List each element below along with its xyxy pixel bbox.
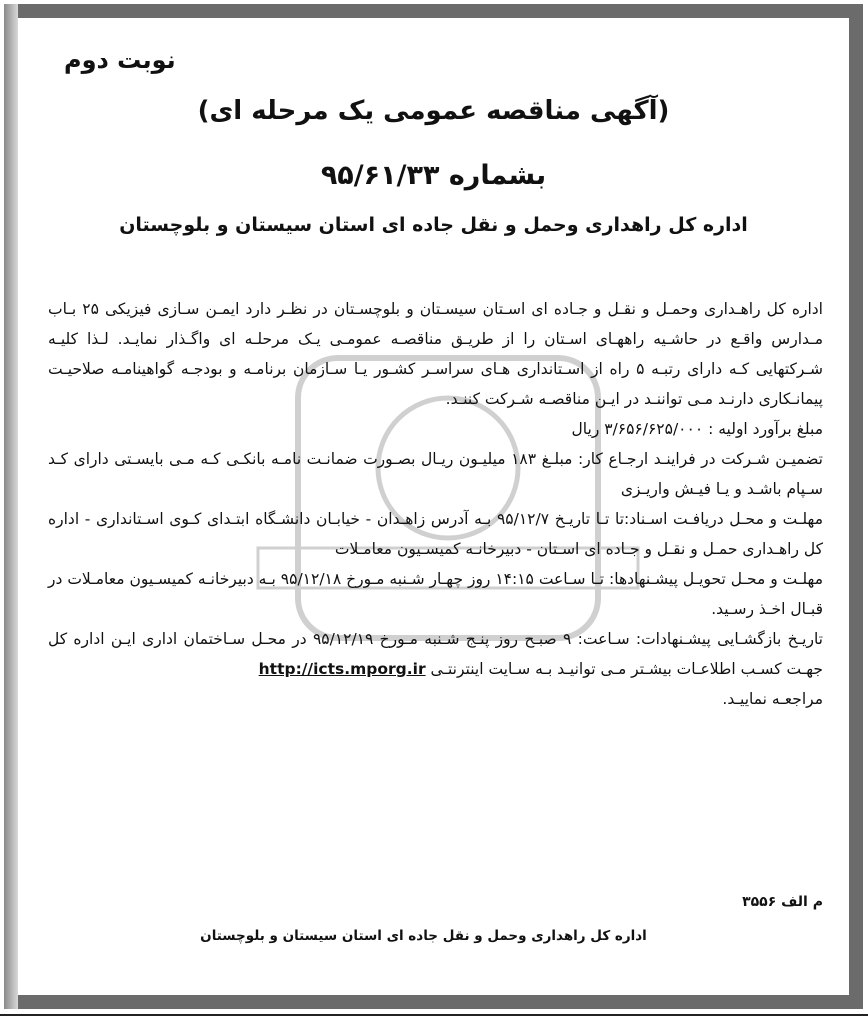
notice-paper bbox=[18, 18, 849, 995]
frame-shadow bbox=[4, 4, 18, 1009]
closing-paragraph: مراجعـه نماییـد. bbox=[722, 690, 823, 708]
round-label: نوبت دوم bbox=[64, 46, 176, 74]
opening-paragraph bbox=[48, 624, 823, 684]
intro-paragraph: اداره کل راهـداری وحمـل و نقـل و جـاده ای اسـتان سیسـتان و بلوچسـتان در نظـر دارد ایمـن سـازی فیزیکی ۲۵ بـاب مـدارس واقـع در حاشـیه راههـای اسـتان را از طریـق مناقصـه عمومـی یـک مرحلـه ای واگـذار نمایـد. لـذا کلیـه شـرکتهایی کـه دارای رتبـه ۵ راه از اسـتانداری هـای سراسـر کشـور یـا سـازمان برنامـه و بودجـه گواهینامـه صلاحیـت پیمانـکاری دارنـد مـی تواننـد در ایـن مناقصـه شـرکت کننـد. bbox=[48, 300, 823, 408]
guarantee-paragraph: تضمیـن شـرکت در فراینـد ارجـاع کار: مبلـغ ۱۸۳ میلیـون ریـال بصـورت ضمانـت نامـه بانکـی کـه مـی بایسـتی دارای کـد سـپام باشـد و یـا فیـش واریـزی bbox=[48, 450, 823, 498]
signature: اداره کل راهداری وحمل و نقل جاده ای استان سیستان و بلوچستان bbox=[200, 928, 647, 944]
bottom-rule bbox=[0, 1014, 868, 1016]
notice-title: (آگهی مناقصه عمومی یک مرحله ای) bbox=[197, 96, 670, 126]
estimate-paragraph: مبلغ برآورد اولیه : ۳/۶۵۶/۶۲۵/۰۰۰ ریال bbox=[571, 420, 823, 438]
opening-text: تاریـخ بازگشـایی پیشـنهادات: سـاعت: ۹ صبـح روز پنـج شـنبه مـورخ ۹۵/۱۲/۱۹ در محـل سـاختمان اداری ایـن اداره کل جهـت کسـب اطلاعـات بیشـتر مـی توانیـد بـه سـایت اینترنتـی bbox=[48, 630, 823, 678]
document-deadline-paragraph: مهلـت و محـل دریافـت اسـناد:تا تـا تاریـخ ۹۵/۱۲/۷ بـه آدرس زاهـدان - خیابـان دانشـگاه ابتـدای کـوی اسـتانداری - اداره کل راهـداری حمـل و نقـل و جـاده ای اسـتان - دبیرخانـه کمیسـیون معامـلات bbox=[48, 510, 824, 558]
agency-heading: اداره کل راهداری وحمل و نقل جاده ای استان سیستان و بلوچستان bbox=[119, 214, 748, 236]
notice-number: بشماره ۹۵/۶۱/۳۳ bbox=[320, 160, 547, 191]
reference-code: م الف ۳۵۵۶ bbox=[742, 894, 823, 910]
website-link[interactable]: http://icts.mporg.ir bbox=[258, 660, 426, 678]
notice-frame bbox=[4, 4, 863, 1009]
notice-body bbox=[48, 294, 823, 714]
submission-deadline-paragraph: مهلـت و محـل تحویـل پیشـنهادها: تـا سـاعت ۱۴:۱۵ روز چهـار شـنبه مـورخ ۹۵/۱۲/۱۸ بـه دبیرخانـه کمیسـیون معامـلات در قبـال اخـذ رسـید. bbox=[48, 570, 823, 618]
